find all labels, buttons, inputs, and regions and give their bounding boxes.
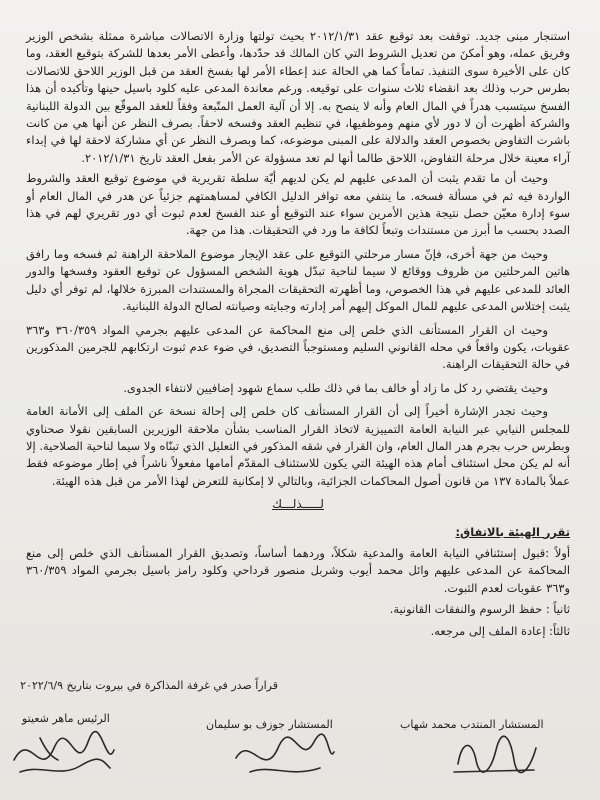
issued-line: قراراً صدر في غرفة المذاكرة في بيروت بتاريخ ٢٠٢٢/٦/٩: [20, 679, 278, 692]
decision-heading: تقرر الهيئة بالاتفاق:: [455, 524, 570, 539]
signature-left-scribble: [10, 720, 120, 790]
therefore-heading: لـــــذلـــك: [272, 497, 324, 512]
decision-item-third: ثالثاً: إعادة الملف إلى مرجعه.: [430, 623, 570, 638]
paragraph-5: وحيث يقتضي رد كل ما زاد أو خالف بما في ذلك طلب سماع شهود إضافيين لانتفاء الجدوى.: [123, 380, 548, 395]
paragraph-3: وحيث من جهة أخرى، فإنّ مسار مرحلتي التوقيع على عقد الإيجار موضوع الملاحقة الراهنة ثم فسخه وما رافق هاتين المرحلتين من ظروف ووقائع لا سيما لناحية تبدّل هوية الشخص المسؤول عن توقيع العقود وفسخها والدور العائد للمدعى عليهم في هذا الخصوص، وما أظهرته التحقيقات المجراة والمستندات المبرزة خلالها، لم توفر أي دليل يثبت إختلاس المدعى عليهم للمال الموكل إليهم أمر إدارته وجبايته وصيانته لصالح الدولة اللبنانية.: [26, 246, 570, 314]
paragraph-2: وحيث أن ما تقدم يثبت أن المدعى عليهم لم يكن لديهم أيّة سلطة تقريرية في موضوع توقيع العقد والشروط الواردة فيه ثم في مسألة فسخه. ما ينتفي معه توافر الدليل الكافي لمساهمتهم جزئياً عن هدر في المال العام أو سوء إدارة معيّن حصل نتيجة هذين الأمرين سواء عند التوقيع أو عند الفسخ لعدم ثبوت أي دور تقريري لهم في هذا الصدد بحسب ما أبرز من مستندات وتبعاً لكافة ما ورد في التحقيقات. هذا من جهة.: [26, 171, 570, 238]
decision-item-second: ثانياً : حفظ الرسوم والنفقات القانونية.: [389, 602, 570, 617]
paragraph-4: وحيث ان القرار المستأنف الذي خلص إلى منع المحاكمة عن المدعى عليهم بجرمي المواد ٣٦٠/٣٥٩ و٣٦٣ عقوبات، يكون واقعاً في محله القانوني السليم ومستوجباً التصديق، في ضوء عدم ثبوت ارتكابهم للجرمين المذكورين في حالة التحقيقات الراهنة.: [26, 322, 570, 372]
signatory-middle: المستشار جوزف بو سليمان: [206, 718, 333, 731]
signature-right-scribble: [450, 730, 540, 780]
paragraph-1: استنجار مبنى جديد. توقفت بعد توقيع عقد ٢٠١٢/١/٣١ بحيث تولتها وزارة الاتصالات مباشرة ممثلة بشخص الوزير وفريق عمله، وهو أمكنَ من تعديل الشروط التي كان المالك قد حدّدها، وأعطى الأمر بعدها للشركة بتوقيع العقد، وما كان على الأخيرة سوى التنفيذ. تماماً كما هي الحالة عند إعطاء الأمر لها بفسخ العقد من قبل الوزير اللاحق للاتصالات بطرس حرب وذلك بعد انقضاء ثلاث سنوات على توقيعه. ورغم معاندة المدعى عليه كلود باسيل حينها وتأكيده أن هذا الفسخ سيتسبب هدراً في المال العام وأنه لا ينصح به. إلا أن آلية العمل المتّبعة وفقاً للعقد الموقّع بين الدولة اللبنانية والشركة أظهرت أن لا دور لأي منهم وموظفيها، في تنظيم العقد وفسخه لاحقاً. بصرف النظر عن أنها هي من كانت باشرت التفاوض بخصوص العقد والدلالة على المبنى موضوعه، كما وبصرف النظر عن أي مشاركة لاحقة لها في إبداء آراء معينة خلال مرحلة التفاوض، اللاحق طالما أنها لم تعد مسؤولة عن الأمر بفعل العقد تاريخ ٢٠١٢/١/٣١.: [26, 29, 571, 165]
decision-item-first: أولاً :قبول إستئنافي النيابة العامة والمدعية شكلاً، وردهما أساساً، وتصديق القرار المستأنف الذي خلص إلى منع المحاكمة عن المدعى عليهم وائل محمد أيوب وشربل منصور قرداحي وكلود رامز باسيل بجرمي المواد ٣٦٠/٣٥٩ و٣٦٣ عقوبات لعدم الثبوت.: [26, 545, 570, 595]
signatory-right: المستشار المنتدب محمد شهاب: [400, 718, 544, 731]
document-body: [26, 28, 570, 644]
signature-middle-scribble: [230, 728, 340, 786]
signatory-left: الرئيس ماهر شعيتو: [22, 712, 110, 725]
paragraph-6: وحيث تجدر الإشارة أخيراً إلى أن القرار المستأنف كان خلص إلى إحالة نسخة عن الملف إلى الأمانة العامة للمجلس النيابي عبر النيابة العامة التمييزية لاتخاذ القرار المناسب بشأن ملاحقة الوزيرين السابقين نقولا صحناوي وبطرس حرب بجرم هدر المال العام، وان القرار في شقه المذكور في التعليل الذي تبنّاه ولا سيما لناحية الصلاحية. إلا أنه لم يكن محل استئناف أمام هذه الهيئة التي يكون للاستئناف المقدّم أمامها مفعولاً ناشراً في إطار موضوعه فقط عملاً بالمادة ١٣٧ من قانون أصول المحاكمات الجزائية، وبالتالي لا إمكانية للتعرض لهذا الأمر من قبل هذه الهيئة.: [26, 404, 570, 488]
